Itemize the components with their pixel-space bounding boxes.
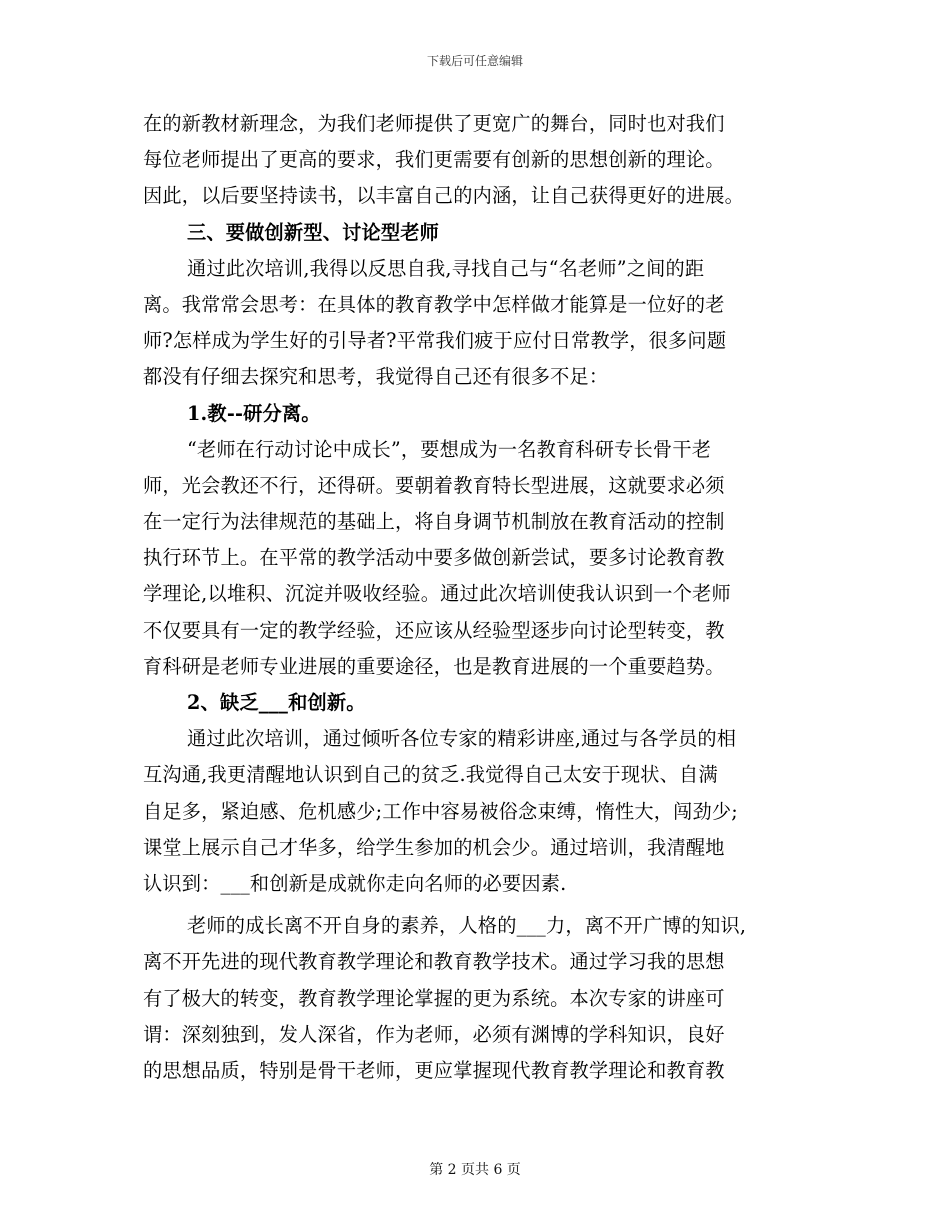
body-line: 每位老师提出了更高的要求，我们更需要有创新的思想创新的理论。 [143,148,725,172]
page-header-note: 下载后可任意编辑 [426,54,523,68]
body-line: 在的新教材新理念，为我们老师提供了更宽广的舞台，同时也对我们 [143,112,725,135]
body-line: 在一定行为法律规范的基础上，将自身调节机制放在教育活动的控制 [143,510,725,534]
section-heading: 三、要做创新型、讨论型老师 [187,220,440,244]
body-line: 认识到：___和创新是成就你走向名师的必要因素. [143,871,567,895]
body-line: 离。我常常会思考：在具体的教育教学中怎样做才能算是一位好的老 [143,292,725,316]
body-line: 通过此次培训，通过倾听各位专家的精彩讲座,通过与各学员的相 [187,727,737,751]
body-line: 谓：深刻独到，发人深省，作为老师，必须有渊博的学科知识，良好 [143,1022,725,1046]
subsection-heading: 1.教--研分离。 [187,401,321,425]
body-line: 互沟通,我更清醒地认识到自己的贫乏.我觉得自己太安于现状、自满 [143,763,718,787]
body-line: 因此，以后要坚持读书，以丰富自己的内涵，让自己获得更好的进展。 [143,184,745,208]
body-line: 执行环节上。在平常的教学活动中要多做创新尝试，要多讨论教育教 [143,546,725,570]
body-line: 有了极大的转变，教育教学理论掌握的更为系统。本次专家的讲座可 [143,986,725,1010]
body-line: 的思想品质，特别是骨干老师，更应掌握现代教育教学理论和教育教 [143,1058,725,1082]
body-line: 都没有仔细去探究和思考，我觉得自己还有很多不足： [143,365,609,389]
document-body [143,106,823,1089]
body-line: 师，光会教还不行，还得研。要朝着教育特长型进展，这就要求必须 [143,473,725,497]
page-number: 第 2 页共 6 页 [429,1162,521,1178]
body-line: 育科研是老师专业进展的重要途径，也是教育进展的一个重要趋势。 [143,654,725,678]
body-line: 师?怎样成为学生好的引导者?平常我们疲于应付日常教学，很多问题 [143,329,727,353]
body-line: 自足多，紧迫感、危机感少;工作中容易被俗念束缚，惰性大，闯劲少; [143,799,738,823]
subsection-heading: 2、缺乏___和创新。 [187,691,366,714]
body-line: 通过此次培训,我得以反思自我,寻找自己与“名老师”之间的距 [187,256,705,280]
body-line: “老师在行动讨论中成长”，要想成为一名教育科研专长骨干老 [187,437,712,461]
body-line: 课堂上展示自己才华多，给学生参加的机会少。通过培训，我清醒地 [143,835,725,859]
body-line: 离不开先进的现代教育教学理论和教育教学技术。通过学习我的思想 [143,950,725,974]
body-line: 学理论,以堆积、沉淀并吸收经验。通过此次培训使我认识到一个老师 [143,582,731,606]
body-line: 老师的成长离不开自身的素养，人格的___力，离不开广博的知识, [187,914,747,938]
body-line: 不仅要具有一定的教学经验，还应该从经验型逐步向讨论型转变，教 [143,618,725,642]
